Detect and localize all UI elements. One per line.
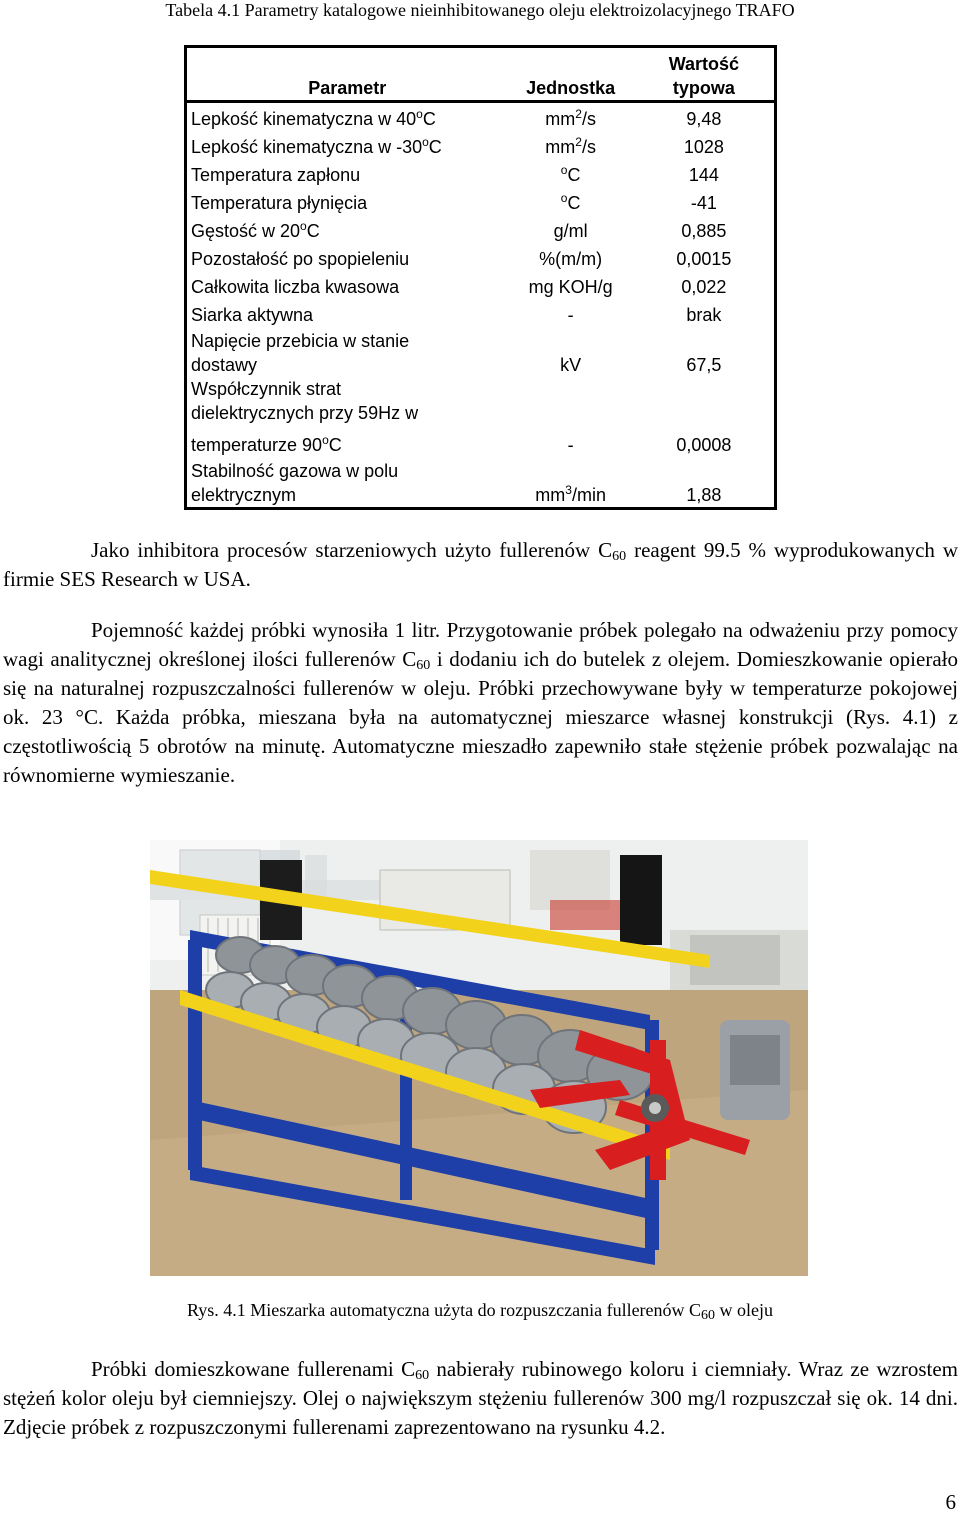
cell-parameter: Temperatura zapłonu — [191, 165, 361, 185]
cell-parameter: Całkowita liczba kwasowa — [191, 277, 400, 297]
mixer-photo-drawing — [150, 840, 808, 1276]
cell-unit: kV — [560, 355, 582, 375]
cell-parameter: Temperatura płynięcia — [191, 193, 368, 213]
header-unit: Jednostka — [508, 47, 634, 102]
paragraph-inhibitor: Jako inhibitora procesów starzeniowych użyto fullerenów $C_{60}$ reagent 99.5 % wyprodukowanych w firmie SES Research w USA. — [3, 538, 959, 591]
cell-parameter: Pozostałość po spopieleniu — [191, 249, 410, 269]
cell-value: 0,0015 — [676, 249, 732, 269]
cell-unit: $mm^2/s$ — [545, 107, 596, 129]
cell-value: 0,0008 — [676, 435, 732, 455]
figure-caption: Rys. 4.1 Mieszarka automatyczna użyta do rozpuszczania fullerenów $C_{60}$ w oleju — [186, 1300, 774, 1323]
table-row — [186, 243, 776, 271]
cell-parameter: Stabilność gazowa w polu elektrycznym — [191, 461, 399, 505]
paragraph-samples-color: Próbki domieszkowane fullerenami $C_{60}$ nabierały rubinowego koloru i ciemniały. Wraz ze wzrostem stężeń kolor oleju był ciemniejszy. Olej o największym stężeniu fullerenów 300 mg/l rozpuszczał się ok. 14 dni. Zdjęcie próbek z rozpuszczonymi fullerenami zaprezentowano na rysunku 4.2. — [3, 1357, 958, 1439]
table-caption: Tabela 4.1 Parametry katalogowe nieinhibitowanego oleju elektroizolacyjnego TRAFO — [165, 0, 795, 20]
header-value: Wartość typowa — [634, 47, 776, 102]
table-row — [186, 131, 776, 159]
cell-unit: - — [567, 435, 574, 455]
table-row — [186, 377, 776, 457]
cell-unit: - — [567, 305, 574, 325]
cell-parameter: Napięcie przebicia w stanie dostawy — [191, 331, 410, 375]
table-row — [186, 299, 776, 327]
cell-value: 9,48 — [686, 109, 722, 129]
mixer-photo — [150, 840, 808, 1276]
parameters-table — [184, 45, 777, 510]
cell-parameter: Siarka aktywna — [191, 305, 314, 325]
table-row — [186, 159, 776, 187]
cell-unit: $mm^3/\min$ — [535, 483, 606, 505]
paragraph-sample-preparation: Pojemność każdej próbki wynosiła 1 litr. Przygotowanie próbek polegało na odważeniu przy pomocy wagi analitycznej określonej ilości fullerenów $C_{60}$ i dodaniu ich do butelek z olejem. Domieszkowanie opierało się na naturalnej rozpuszczalności fullerenów w oleju. Próbki przechowywane były w temperaturze pokojowej ok. 23 °C. Każda próbka, mieszana była na automatycznej mieszarce własnej konstrukcji (Rys. 4.1) z częstotliwością 5 obrotów na minutę. Automatyczne mieszadło zapewniło stałe stężenie próbek pozwalając na równomierne wymieszanie. — [3, 618, 958, 787]
cell-parameter: Gęstość w 20$^o$C — [191, 219, 320, 241]
cell-value: -41 — [690, 193, 717, 213]
cell-parameter: Lepkość kinematyczna w -30$^o$C — [191, 135, 442, 157]
cell-unit: $mm^2/s$ — [545, 135, 596, 157]
cell-parameter: Współczynnik strat dielektrycznych przy 59Hz w temperaturze 90$^o$C — [191, 379, 419, 455]
cell-unit: %(m/m) — [539, 249, 603, 269]
cell-value: brak — [686, 305, 722, 325]
cell-unit: g/ml — [553, 221, 588, 241]
cell-value: 0,022 — [681, 277, 727, 297]
cell-unit: $^o$C — [560, 191, 581, 213]
table-row — [186, 457, 776, 509]
cell-value: 1,88 — [686, 485, 722, 505]
cell-parameter: Lepkość kinematyczna w 40$^o$C — [191, 107, 436, 129]
table-header-row — [186, 47, 776, 102]
page-number: 6 — [945, 1490, 956, 1514]
table-row — [186, 327, 776, 377]
header-parameter: Parametr — [186, 47, 508, 102]
table-row — [186, 271, 776, 299]
cell-unit: mg KOH/g — [528, 277, 613, 297]
table-row — [186, 102, 776, 132]
cell-unit: $^o$C — [560, 163, 581, 185]
cell-value: 144 — [688, 165, 719, 185]
table-row — [186, 215, 776, 243]
cell-value: 0,885 — [681, 221, 727, 241]
cell-value: 1028 — [683, 137, 724, 157]
cell-value: 67,5 — [686, 355, 722, 375]
table-row — [186, 187, 776, 215]
